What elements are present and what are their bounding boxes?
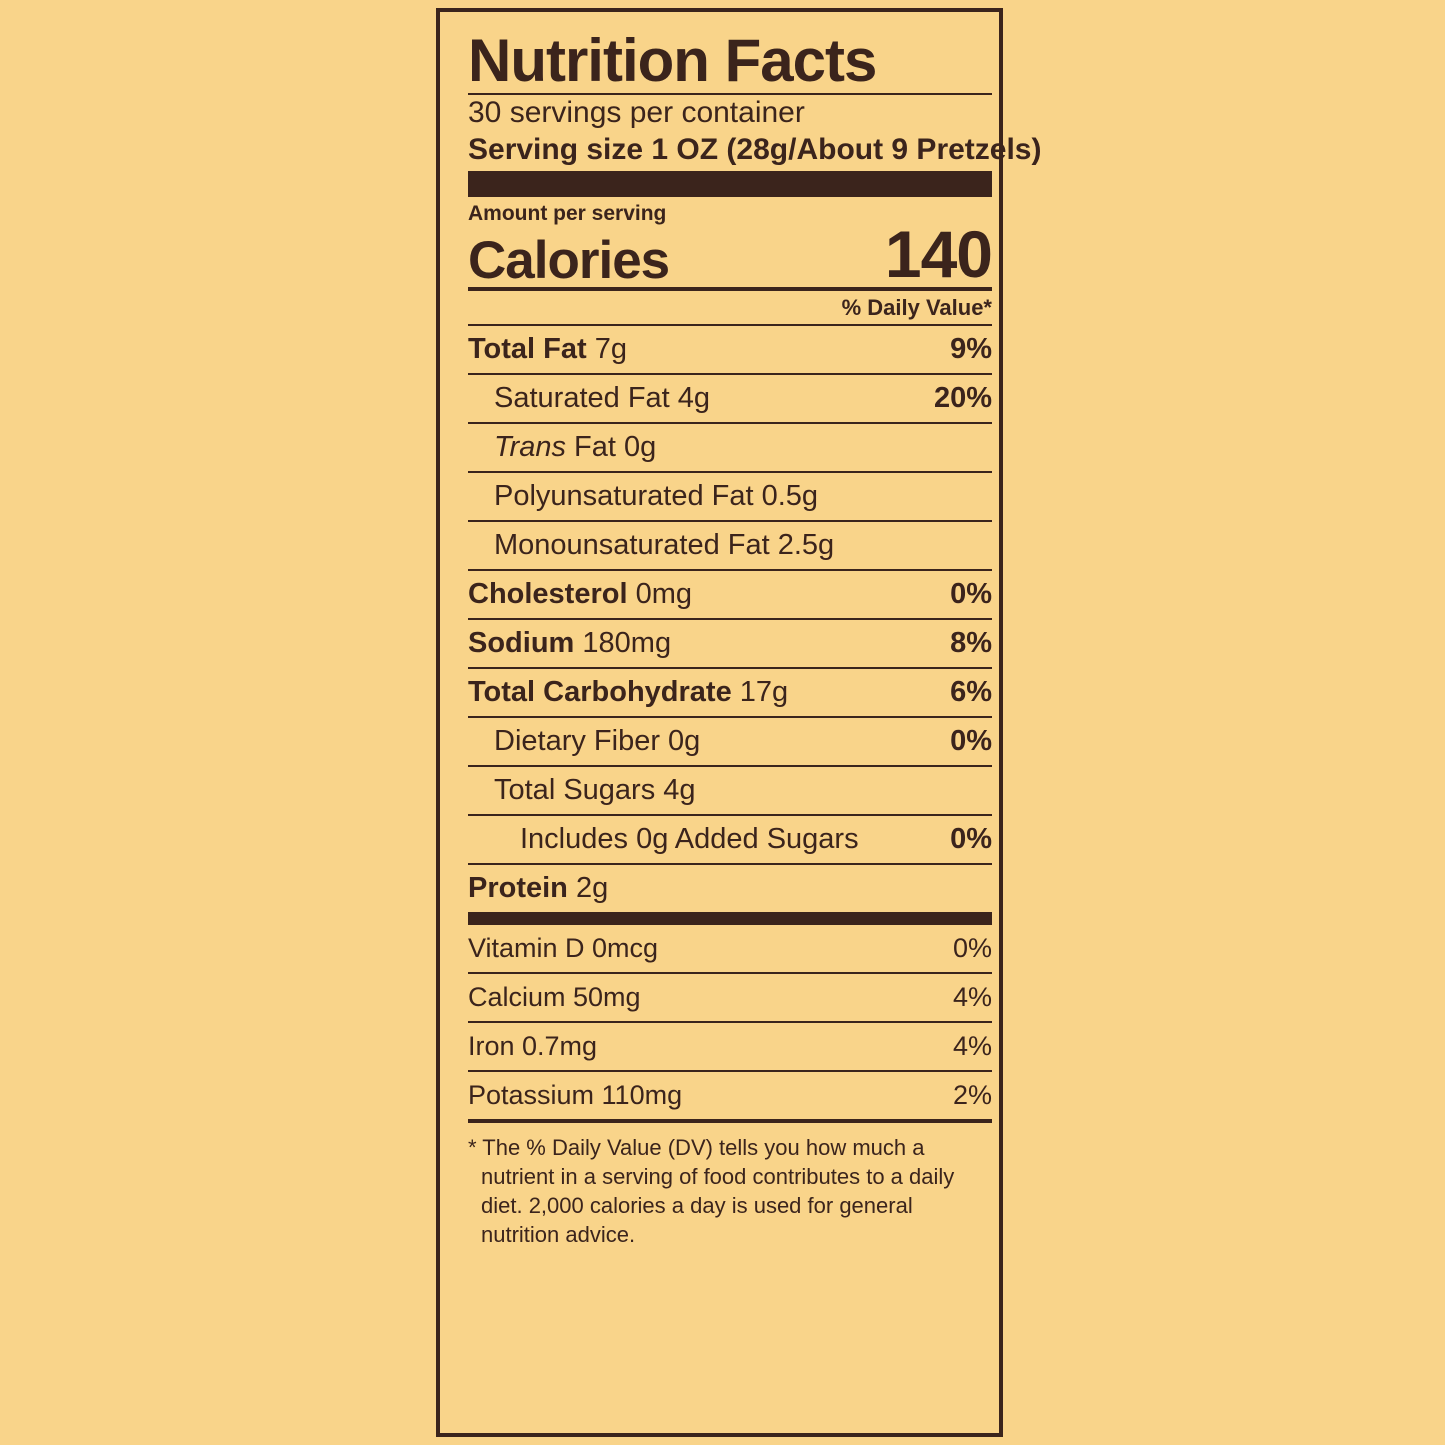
row-protein-label [468,871,609,904]
row-total-fat-name: Total Fat [468,332,587,365]
row-cholesterol-label [468,577,693,610]
divider-thick-top [468,171,992,197]
row-potassium-pct: 2% [952,1079,992,1110]
row-vitamin-d-pct: 0% [952,932,992,963]
row-calcium-pct: 4% [952,981,992,1012]
calories-row [468,216,992,291]
row-protein [468,865,992,912]
row-potassium-label: Potassium 110mg [468,1079,683,1110]
row-added-sugars [468,816,992,863]
row-monounsaturated-fat-label: Monounsaturated Fat 2.5g [494,528,835,561]
row-sodium [468,620,992,667]
row-dietary-fiber [468,718,992,765]
row-trans-fat-italic: Trans [494,430,566,463]
row-cholesterol-amount: 0mg [627,577,693,610]
nutrition-facts-content [468,27,1042,1249]
amount-per-serving-label: Amount per serving [468,202,667,226]
row-polyunsaturated-fat-label: Polyunsaturated Fat 0.5g [494,479,819,512]
row-total-carbohydrate-pct: 6% [950,675,992,708]
row-iron-label: Iron 0.7mg [468,1030,598,1061]
row-calcium [468,974,992,1021]
row-total-fat-amount: 7g [586,332,628,365]
row-sodium-name: Sodium [468,626,575,659]
calories-value: 140 [884,216,992,291]
serving-size: Serving size 1 OZ (28g/About 9 Pretzels) [468,132,1042,166]
row-trans-fat [468,424,992,471]
row-saturated-fat-pct: 20% [933,381,992,414]
daily-value-footnote: * The % Daily Value (DV) tells you how much a nutrient in a serving of food contributes to a daily diet. 2,000 calories a day is used for general nutrition advice. [468,1134,955,1247]
row-total-carbohydrate-amount: 17g [731,675,789,708]
row-sodium-pct: 8% [950,626,992,659]
row-cholesterol [468,571,992,618]
row-vitamin-d [468,925,992,972]
row-cholesterol-pct: 0% [950,577,992,610]
row-protein-name: Protein [468,871,568,904]
row-sodium-amount: 180mg [574,626,672,659]
row-total-fat [468,326,992,373]
row-sodium-label [468,626,672,659]
row-trans-fat-rest: Fat 0g [565,430,657,463]
row-total-fat-pct: 9% [950,332,992,365]
nutrition-facts-panel [436,8,1042,1437]
row-protein-amount: 2g [567,871,609,904]
row-total-carbohydrate-label [468,675,789,708]
row-polyunsaturated-fat [468,473,992,520]
servings-per-container: 30 servings per container [468,96,805,130]
row-cholesterol-name: Cholesterol [468,577,628,610]
row-vitamin-d-label: Vitamin D 0mcg [468,932,659,963]
row-dietary-fiber-label: Dietary Fiber 0g [494,724,701,757]
row-total-carbohydrate-name: Total Carbohydrate [468,675,732,708]
row-saturated-fat-label: Saturated Fat 4g [494,381,711,414]
row-monounsaturated-fat [468,522,992,569]
row-saturated-fat [468,375,992,422]
row-added-sugars-label: Includes 0g Added Sugars [520,822,859,855]
row-total-sugars-label: Total Sugars 4g [494,773,696,806]
row-iron [468,1023,992,1070]
row-added-sugars-pct: 0% [950,822,992,855]
row-calcium-label: Calcium 50mg [468,981,641,1012]
row-total-carbohydrate [468,669,992,716]
calories-label: Calories [468,230,670,290]
page-title: Nutrition Facts [468,27,877,94]
row-total-sugars [468,767,992,814]
row-iron-pct: 4% [952,1030,992,1061]
row-dietary-fiber-pct: 0% [950,724,992,757]
row-trans-fat-label [494,430,657,463]
daily-value-header: % Daily Value* [841,294,992,320]
row-potassium [468,1072,992,1119]
row-total-fat-label [468,332,628,365]
divider-thick-vitamins [468,912,992,925]
